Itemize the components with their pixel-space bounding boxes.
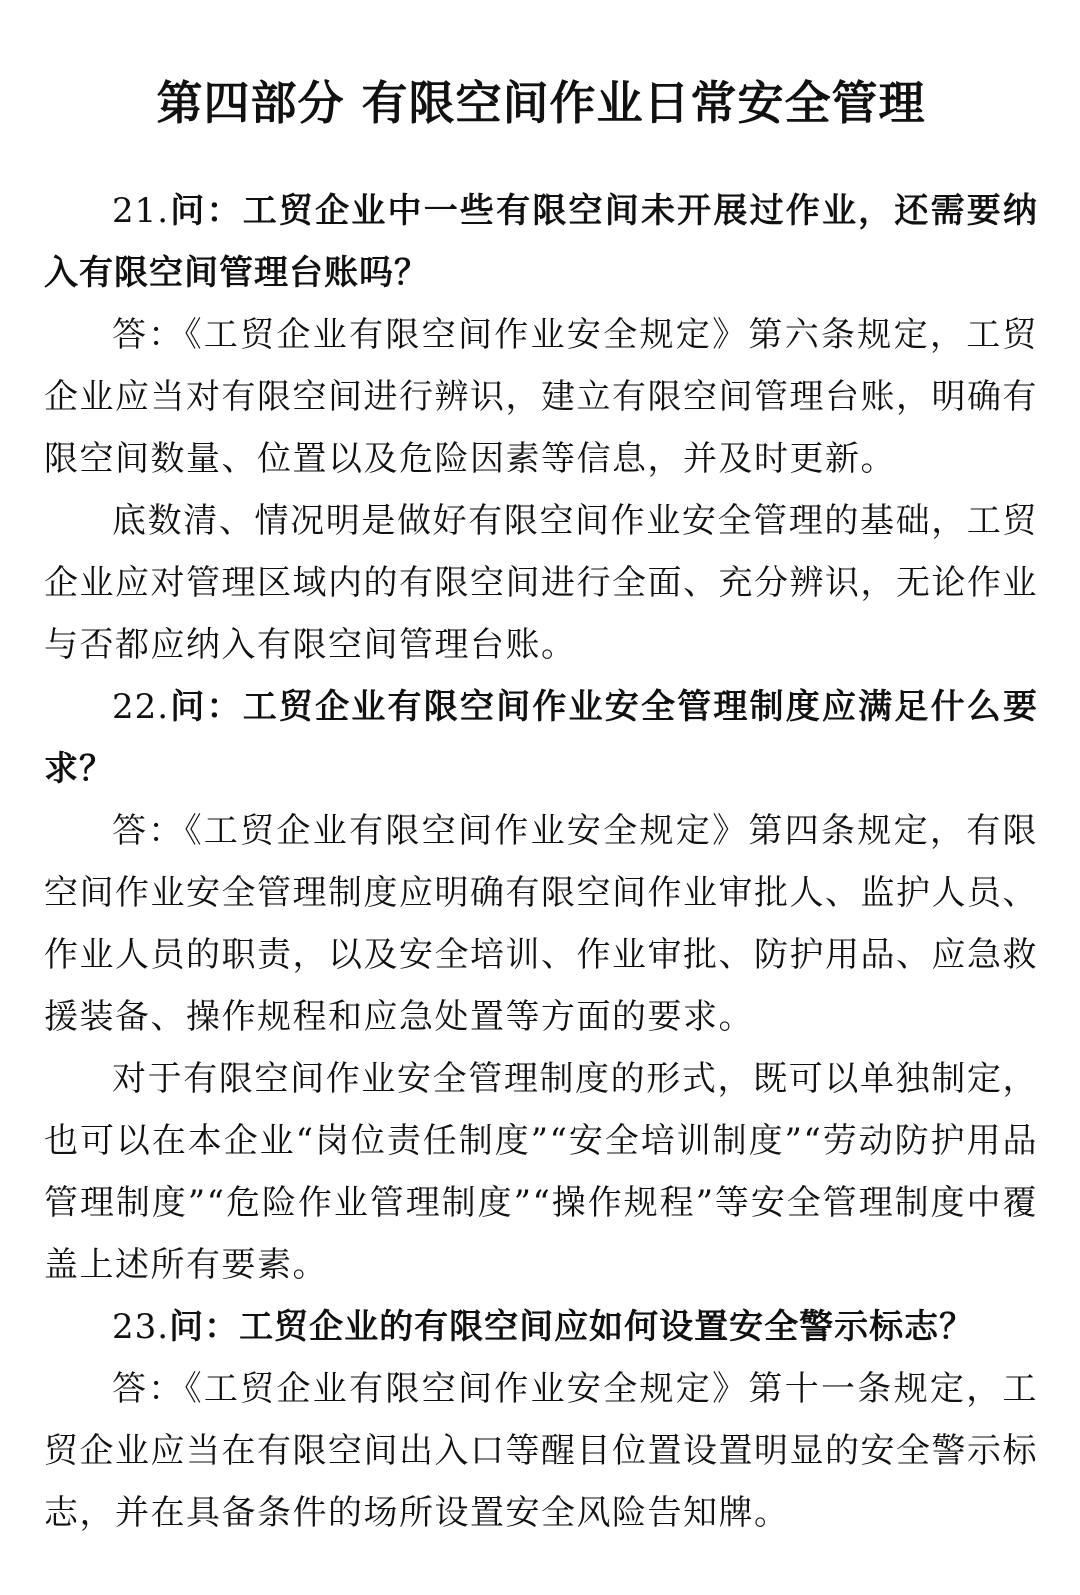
question-number: 22. <box>112 687 170 727</box>
answer-paragraph: 对于有限空间作业安全管理制度的形式，既可以单独制定，也可以在本企业“岗位责任制度”“安全培训制度”“劳动防护用品管理制度”“危险作业管理制度”“操作规程”等安全管理制度中覆盖上述所有要素。 <box>44 1059 1038 1285</box>
answer-paragraph: 底数清、情况明是做好有限空间作业安全管理的基础，工贸企业应对管理区域内的有限空间进行全面、充分辨识，无论作业与否都应纳入有限空间管理台账。 <box>44 501 1038 665</box>
question-number: 23. <box>112 1307 170 1347</box>
answer-paragraph: 答：《工贸企业有限空间作业安全规定》第十一条规定，工贸企业应当在有限空间出入口等醒目位置设置明显的安全警示标志，并在具备条件的场所设置安全风险告知牌。 <box>44 1369 1038 1533</box>
question-number: 21. <box>112 191 170 231</box>
question-text: 问：工贸企业中一些有限空间未开展过作业，还需要纳入有限空间管理台账吗？ <box>44 191 1038 293</box>
question-23 <box>44 1296 1038 1358</box>
answer-paragraph: 答：《工贸企业有限空间作业安全规定》第六条规定，工贸企业应当对有限空间进行辨识，建立有限空间管理台账，明确有限空间数量、位置以及危险因素等信息，并及时更新。 <box>44 315 1038 479</box>
question-22 <box>44 676 1038 800</box>
question-text: 问：工贸企业的有限空间应如何设置安全警示标志？ <box>169 1307 975 1347</box>
question-21 <box>44 180 1038 304</box>
question-text: 问：工贸企业有限空间作业安全管理制度应满足什么要求？ <box>44 687 1038 789</box>
answer-paragraph: 答：《工贸企业有限空间作业安全规定》第四条规定，有限空间作业安全管理制度应明确有限空间作业审批人、监护人员、作业人员的职责，以及安全培训、作业审批、防护用品、应急救援装备、操作规程和应急处置等方面的要求。 <box>44 811 1038 1037</box>
page-title: 第四部分 有限空间作业日常安全管理 <box>156 76 926 130</box>
